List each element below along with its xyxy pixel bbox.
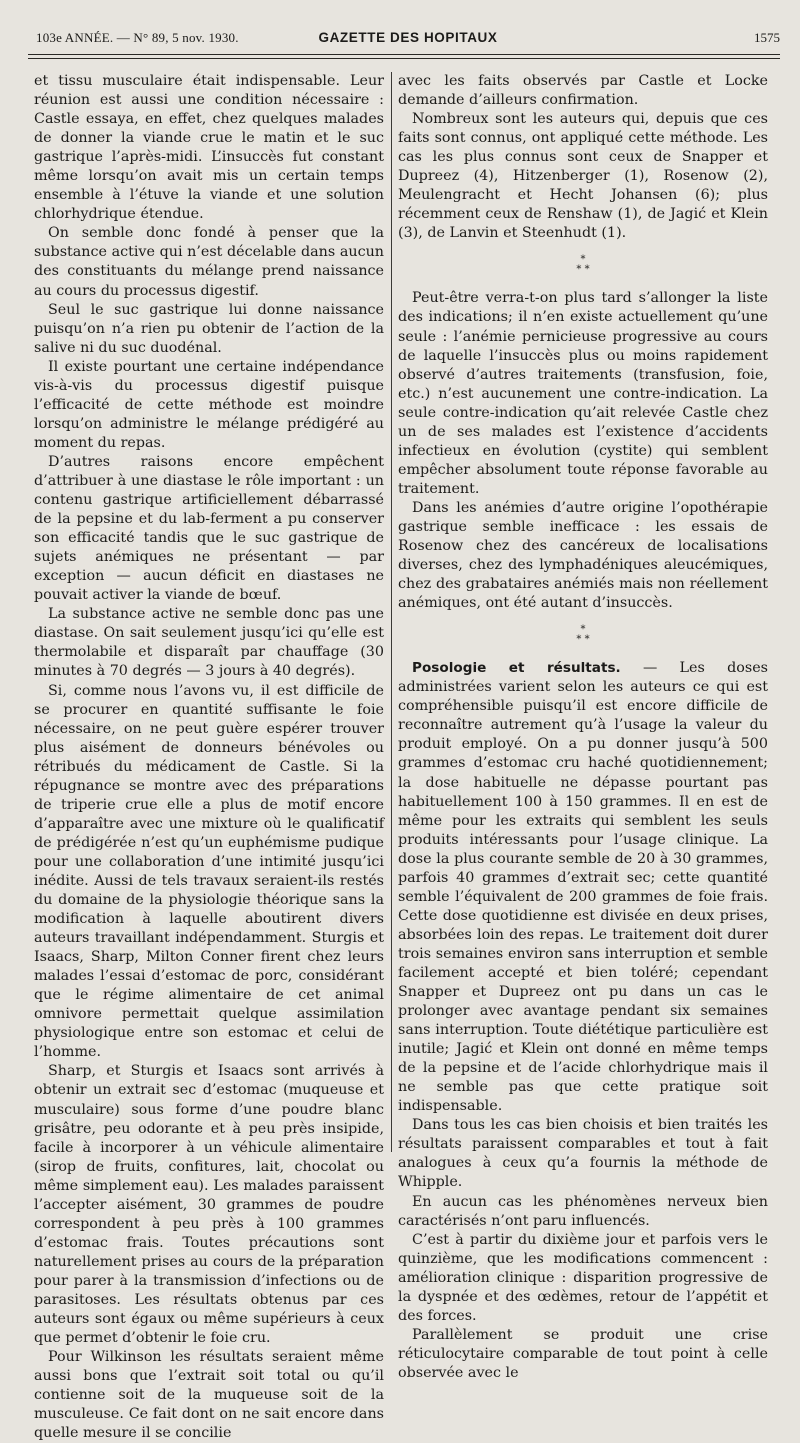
paragraph: et tissu musculaire était indispensable. Leur réunion est aussi une condition nécessaire : Castle essaya, en effet, chez quelques malades de donner la viande crue le matin et le suc gastrique l’après-midi. L’insuccès fut constant même lorsqu’on avait mis un certain temps ensemble à l’étuve la viande et une solution chlorhydrique étendue. — [34, 73, 384, 223]
asterism-bottom: * * — [576, 634, 590, 646]
asterism-top: * — [580, 624, 586, 636]
left-column — [34, 72, 384, 1442]
paragraph: Il existe pourtant une certaine indépendance vis-à-vis du processus digestif puisque l’efficacité de cette méthode est moindre lorsqu’on administre le mélange prédigéré au moment du repas. — [34, 358, 384, 451]
paragraph — [398, 659, 768, 1116]
journal-title: GAZETTE DES HOPITAUX — [318, 30, 498, 45]
issue-line: 103e ANNÉE. — N° 89, 5 nov. 1930. — [36, 30, 239, 45]
paragraph: Peut-être verra-t-on plus tard s’allonger la liste des indications; il n’en existe actuellement qu’une seule : l’anémie pernicieuse progressive au cours de laquelle l’insuccès plus ou moins rapidement observé d’autres traitements (transfusion, foie, etc.) n’est aucunement une contre-indication. La seule contre-indication qu’ait relevée Castle chez un de ses malades est l’existence d’accidents infectieux en évolution (cystite) qui semblent empêcher absolument toute réponse favorable au traitement. — [398, 290, 768, 497]
paragraph: Dans les anémies d’autre origine l’opothérapie gastrique semble inefficace : les essais de Rosenow chez des cancéreux de localisations diverses, chez des lymphadéniques aleucémiques, chez des grabataires anémiés mais non réellement anémiques, ont été autant d’insuccès. — [398, 499, 768, 612]
header-rule — [28, 54, 780, 55]
paragraph: Sharp, et Sturgis et Isaacs sont arrivés à obtenir un extrait sec d’estomac (muqueuse et musculaire) sous forme d’une poudre blanc grisâtre, peu odorante et à peu près insipide, facile à incorporer à un véhicule alimentaire (sirop de fruits, confitures, lait, chocolat ou même simplement eau). Les malades paraissent l’accepter aisément, 30 grammes de poudre correspondent à peu près à 100 grammes d’estomac frais. Toutes précautions sont naturellement prises au cours de la préparation pour parer à la transmission d’infections ou de parasitoses. Les résultats obtenus par ces auteurs sont égaux ou même supérieurs à ceux que permet d’obtenir le foie cru. — [34, 1063, 384, 1347]
page-number: 1575 — [754, 30, 780, 45]
paragraph: En aucun cas les phénomènes nerveux bien caractérisés n’ont paru influencés. — [398, 1193, 768, 1229]
paragraph: Dans tous les cas bien choisis et bien traités les résultats paraissent comparables et tout à fait analogues à ceux qu’a fournis la méthode de Whipple. — [398, 1117, 768, 1191]
header-rule-thin — [28, 58, 780, 59]
paragraph: Parallèlement se produit une crise réticulocytaire comparable de tout point à celle observée avec le — [398, 1326, 768, 1381]
paragraph: Si, comme nous l’avons vu, il est difficile de se procurer en quantité suffisante le foie nécessaire, on ne peut guère espérer trouver plus aisément de donneurs bénévoles ou rétribués du médicament de Castle. Si la répugnance se montre avec des préparations de triperie crue elle a plus de motif encore d’apparaître avec une mixture où le qualificatif de prédigérée n’est qu’un euphémisme pudique pour une collaboration d’une intimité jusqu’ici inédite. Aussi de tels travaux seraient-ils restés du domaine de la physiologie théorique sans la modification à laquelle aboutirent divers auteurs travaillant indépendamment. Sturgis et Isaacs, Sharp, Milton Conner firent chez leurs malades l’essai d’estomac de porc, considérant que le régime alimentaire de cet animal omnivore permettait quelque assimilation physiologique entre son estomac et celui de l’homme. — [34, 682, 384, 1061]
asterism-bottom: * * — [576, 264, 590, 276]
paragraph-text: — Les doses administrées varient selon les auteurs ce qui est compréhensible puisqu’il est encore difficile de reconnaître autrement qu’à l’usage la valeur du produit employé. On a pu donner jusqu’à 500 grammes d’estomac cru haché quotidiennement; la dose habituelle ne dépasse pourtant pas habituellement 100 à 150 grammes. Il en est de même pour les extraits qui semblent les seuls produits intéressants pour l’usage clinique. La dose la plus courante semble de 20 à 30 grammes, parfois 40 grammes d’extrait sec; cette quantité semble l’équivalent de 200 grammes de foie frais. Cette dose quotidienne est divisée en deux prises, absorbées loin des repas. Le traitement doit durer trois semaines environ sans interruption et semble facilement accepté et bien toléré; cependant Snapper et Dupreez ont pu dans un cas le prolonger avec avantage pendant six semaines sans interruption. Toute diététique particulière est inutile; Jagić et Klein ont donné en même temps de la pepsine et de l’acide chlorhydrique mais il ne semble pas que cette pratique soit indispensable. — [398, 660, 768, 1115]
paragraph: Nombreux sont les auteurs qui, depuis que ces faits sont connus, ont appliqué cette méthode. Les cas les plus connus sont ceux de Snapper et Dupreez (4), Hitzenberger (1), Rosenow (2), Meulengracht et Hecht Johansen (6); plus récemment ceux de Renshaw (1), de Jagić et Klein (3), de Lanvin et Steenhudt (1). — [398, 111, 768, 242]
paragraph: avec les faits observés par Castle et Locke demande d’ailleurs confirmation. — [398, 73, 768, 109]
right-column — [398, 72, 768, 1381]
paragraph: D’autres raisons encore empêchent d’attribuer à une diastase le rôle important : un contenu gastrique artificiellement débarrassé de la pepsine et du lab-ferment a pu conserver son efficacité tandis que le suc gastrique de sujets anémiques ne présentant — par exception — aucun déficit en diastases ne pouvait activer la viande de bœuf. — [34, 453, 384, 604]
paragraph: Pour Wilkinson les résultats seraient même aussi bons que l’extrait soit total ou qu’il contienne soit de la muqueuse soit de la musculeuse. Ce fait dont on ne sait encore dans quelle mesure il se concilie — [34, 1349, 384, 1442]
section-separator — [398, 255, 768, 275]
paragraph: Seul le suc gastrique lui donne naissance puisqu’on n’a rien pu obtenir de l’action de la salive ni du suc duodénal. — [34, 301, 384, 356]
paragraph: La substance active ne semble donc pas une diastase. On sait seulement jusqu’ici qu’elle est thermolabile et disparaît par chauffage (30 minutes à 70 degrés — 3 jours à 40 degrés). — [34, 606, 384, 680]
section-separator — [398, 625, 768, 645]
section-heading-posologie: Posologie et résultats. — [412, 660, 621, 677]
asterism-top: * — [580, 254, 586, 266]
running-header — [36, 22, 780, 48]
column-divider — [391, 72, 392, 1152]
paragraph: C’est à partir du dixième jour et parfois vers le quinzième, que les modifications commencent : amélioration clinique : disparition progressive de la dyspnée et des œdèmes, retour de l’appétit et des forces. — [398, 1231, 768, 1324]
paragraph: On semble donc fondé à penser que la substance active qui n’est décelable dans aucun des constituants du mélange prend naissance au cours du processus digestif. — [34, 225, 384, 299]
